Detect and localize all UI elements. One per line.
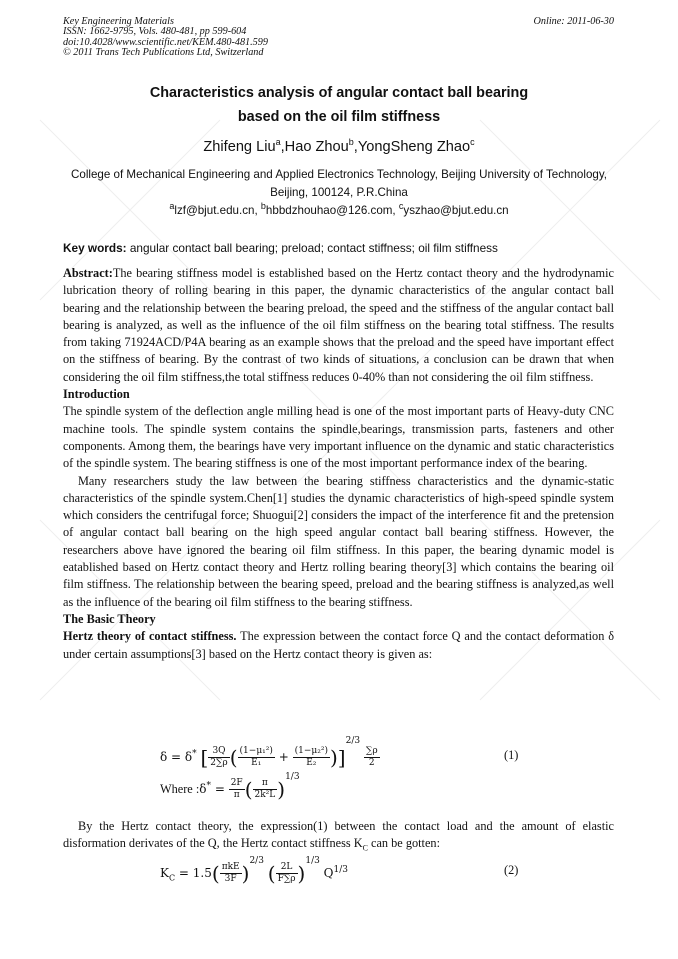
frac-den: 2 — [368, 758, 375, 768]
equation-2-number: (2) — [504, 863, 519, 877]
eq2-frac-2 — [276, 862, 298, 885]
abstract-text: The bearing stiffness model is established based on the Hertz contact theory and the hydrodynamic lubrication theory of rolling bearing in this paper, the dynamic characteristics of the angular contact ball bearing and the relationship between the bearing preload, the speed and the stiffness of the angular contact ball bearing is analyzed, as well as the influence of the oil film stiffness on the bearing total stiffness. The results from taking 71924ACD/P4A bearing as an example shows that the preload and the speed have important effect on the stiffness of bearing. By the contrast of two kinds of situations, a conclusion can be drawn that when considering the oil film stiffness,the total stiffness reduces 0-40% than not considering the oil film stiffness. — [63, 266, 614, 384]
eq2-exponent-2: 1/3 — [305, 856, 320, 866]
equation-where — [160, 772, 300, 802]
eq2-exponent-1: 2/3 — [249, 856, 264, 866]
hertz-subheading: Hertz theory of contact stiffness. — [63, 629, 237, 644]
author-sep: , — [280, 139, 285, 155]
author-name: Zhifeng Liu — [203, 139, 276, 155]
equation-2 — [160, 856, 348, 886]
bracket-close: ] — [337, 745, 346, 770]
paren-close: ) — [241, 861, 250, 886]
doi-line: doi:10.4028/www.scientific.net/KEM.480-481.599 — [63, 36, 268, 48]
email-a: lzf@bjut.edu.cn, — [174, 204, 261, 217]
frac-den: E₁ — [251, 758, 262, 768]
frac-num: π — [253, 778, 278, 790]
abstract — [63, 265, 614, 386]
keywords-text: angular contact ball bearing; preload; contact stiffness; oil film stiffness — [126, 241, 498, 255]
author-name: Hao Zhou — [284, 139, 349, 155]
paren-open: ( — [229, 745, 238, 770]
email-sup: c — [398, 201, 404, 212]
intro-paragraph-1: The spindle system of the deflection angle milling head is one of the most important parts of Heavy-duty CNC machine tools. The spindle system contains the spindle,bearings, transmission parts, fasteners and other components. Among them, the bearings have very important influence on the dynamic and static characteristics of the spindle system. The bearing stiffness is one of the most important performance index of the bearing. — [63, 404, 614, 471]
paren-open: ( — [267, 861, 276, 886]
title-line-2: based on the oil film stiffness — [237, 109, 441, 125]
paren-close: ) — [277, 777, 286, 802]
frac-den: 2k²L — [254, 790, 276, 800]
paren-close: ) — [297, 861, 306, 886]
frac-num: πkE — [221, 862, 240, 872]
frac-num: (1−μ₂²) — [294, 746, 328, 756]
eq1-frac-3 — [293, 746, 330, 769]
email-sup: a — [169, 201, 175, 212]
paper-title — [63, 81, 615, 129]
eq1-frac-2 — [238, 746, 275, 769]
frac-num: 3Q — [208, 746, 229, 758]
frac-num: (1−μ₁²) — [239, 746, 273, 756]
equation-1-number: (1) — [504, 748, 519, 762]
stiffness-text: By the Hertz contact theory, the expression(1) between the contact load and the amount of elastic disformation derivates of the Q, the Hertz contact stiffness K — [63, 819, 614, 851]
where-frac-1 — [229, 778, 245, 801]
basic-theory-heading: The Basic Theory — [63, 611, 156, 626]
frac-den: E₂ — [306, 758, 317, 768]
email-line — [70, 202, 608, 220]
keywords — [63, 241, 498, 255]
journal-header — [63, 17, 268, 59]
frac-den: 3F — [224, 874, 237, 884]
paren-close: ) — [329, 745, 338, 770]
author-sup: a — [275, 137, 281, 148]
introduction-heading: Introduction — [63, 387, 130, 402]
where-lhs: δ — [199, 782, 207, 796]
eq2-eq: = 1.5 — [175, 866, 212, 880]
eq2-q-exponent: 1/3 — [333, 865, 348, 875]
abstract-label: Abstract: — [63, 266, 113, 280]
email-b: hbbdzhouhao@126.com, — [265, 204, 399, 217]
journal-name: Key Engineering Materials — [63, 16, 174, 27]
where-eq: = — [211, 782, 225, 796]
keywords-label: Key words: — [63, 241, 127, 255]
where-exponent: 1/3 — [285, 772, 300, 782]
paren-open: ( — [244, 777, 253, 802]
hertz-paragraph — [63, 628, 614, 663]
equation-1 — [160, 736, 380, 770]
frac-den: 2∑ρ — [210, 758, 228, 768]
body-text-bottom — [63, 818, 614, 857]
eq1-frac-4 — [364, 746, 380, 769]
eq2-sub: C — [168, 873, 176, 883]
intro-paragraph-2: Many researchers study the law between the bearing stiffness characteristics and the dynamic-static characteristics of the spindle system.Chen[1] studies the dynamic characteristics of high-speed spindle system which considers the centrifugal force; Shuogui[2] considers the impact of the interference fit and the pretension of angular contact ball bearing on the high speed angular contact ball bearing stiffness. However, the researchers above have ignored the bearing oil film stiffness. In this paper, the bearing dynamic model is eatablished based on Hertz contact theory and Hertz rolling bearing theory[3] which contains the bearing oil film stiffness. The relationship between the bearing speed, preload and the bearing stiffness is analyzed,as well as the influence of the bearing oil film stiffness to the bearing stiffness. — [63, 473, 614, 609]
eq1-frac-1 — [208, 746, 229, 769]
eq1-lhs: δ = δ — [160, 750, 193, 764]
eq1-star: * — [192, 749, 197, 759]
frac-den: F∑ρ — [277, 874, 296, 884]
author-list — [63, 139, 615, 155]
eq2-lhs: K — [160, 866, 169, 880]
body-text-top — [63, 265, 614, 663]
eq2-frac-1 — [220, 862, 242, 885]
author-name: YongSheng Zhao — [357, 139, 471, 155]
copyright-line: © 2011 Trans Tech Publications Ltd, Switzerland — [63, 47, 264, 59]
frac-num: ∑ρ — [365, 746, 378, 756]
title-line-1: Characteristics analysis of angular contact ball bearing — [149, 85, 529, 101]
author-sup: c — [470, 137, 475, 148]
stiffness-paragraph — [63, 818, 614, 857]
affiliation: College of Mechanical Engineering and Applied Electronics Technology, Beijing University of Technology, Beijing, 100124, P.R.China — [71, 168, 607, 199]
online-date: Online: 2011-06-30 — [533, 16, 614, 27]
bracket-open: [ — [200, 745, 209, 770]
affiliation-block — [70, 166, 608, 220]
where-label: Where : — [160, 782, 200, 796]
paren-open: ( — [211, 861, 220, 886]
author-sep: , — [353, 139, 358, 155]
hertz-text: The expression between the contact force Q and the contact deformation δ under certain assumptions[3] based on the Hertz contact theory is given as: — [63, 629, 614, 661]
email-sup: b — [260, 201, 266, 212]
email-c: yszhao@bjut.edu.cn — [403, 204, 509, 217]
issn-line: ISSN: 1662-9795, Vols. 480-481, pp 599-604 — [63, 26, 247, 38]
frac-num: 2L — [276, 862, 298, 874]
where-star: * — [206, 781, 211, 791]
author-sup: b — [348, 137, 354, 148]
eq1-plus: + — [278, 750, 289, 764]
stiffness-text-end: can be gotten: — [367, 836, 440, 851]
frac-num: 2F — [230, 778, 243, 788]
eq2-q: Q — [323, 866, 334, 880]
where-frac-2 — [253, 778, 278, 801]
frac-den: π — [233, 790, 240, 800]
stiffness-sub: C — [362, 843, 368, 853]
eq1-exponent: 2/3 — [345, 736, 361, 746]
